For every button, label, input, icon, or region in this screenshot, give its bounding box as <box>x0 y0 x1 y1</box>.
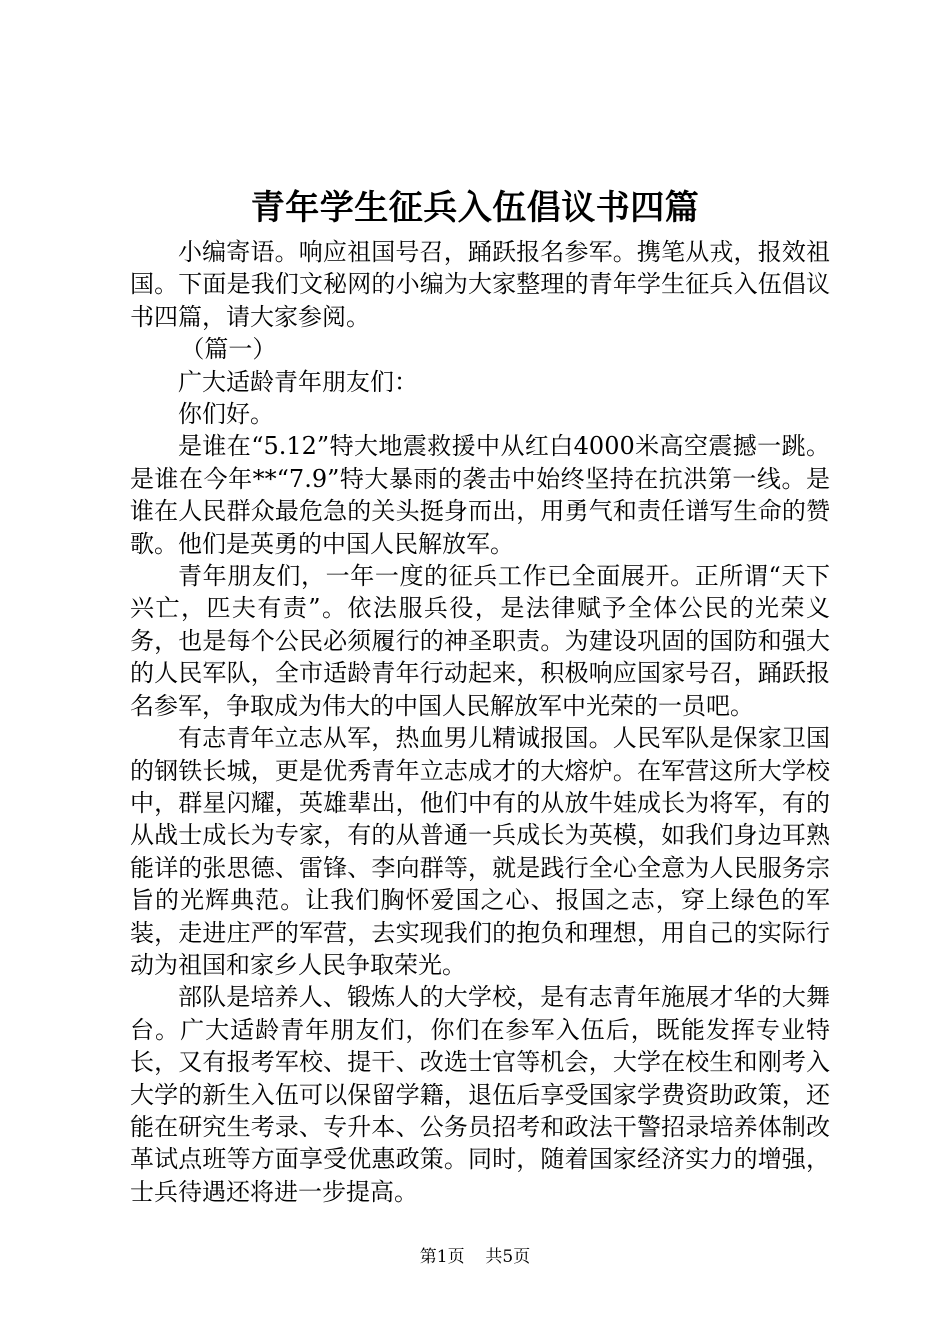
paragraph: 有志青年立志从军，热血男儿精诚报国。人民军队是保家卫国的钢铁长城，更是优秀青年立志成才的大熔炉。在军营这所大学校中，群星闪耀，英雄辈出，他们中有的从放牛娃成长为将军，有的从战士成长为专家，有的从普通一兵成长为英模，如我们身边耳熟能详的张思德、雷锋、李向群等，就是践行全心全意为人民服务宗旨的光辉典范。让我们胸怀爱国之心、报国之志，穿上绿色的军装，走进庄严的军营，去实现我们的抱负和理想，用自己的实际行动为祖国和家乡人民争取荣光。 <box>130 724 830 979</box>
page-number: 第1页 <box>419 1247 465 1267</box>
greeting: 你们好。 <box>178 400 274 429</box>
section-heading: （篇一） <box>180 335 277 364</box>
page-footer <box>0 1245 950 1269</box>
paragraph: 是谁在“5.12”特大地震救援中从红白4000米高空震撼一跳。是谁在今年**“7.9”特大暴雨的袭击中始终坚持在抗洪第一线。是谁在人民群众最危急的关头挺身而出，用勇气和责任谱写生命的赞歌。他们是英勇的中国人民解放军。 <box>130 432 830 558</box>
salutation: 广大适龄青年朋友们： <box>178 367 418 396</box>
page-total: 共5页 <box>485 1247 531 1267</box>
paragraph-intro: 小编寄语。响应祖国号召，踊跃报名参军。携笔从戎，报效祖国。下面是我们文秘网的小编为大家整理的青年学生征兵入伍倡议书四篇，请大家参阅。 <box>130 238 830 331</box>
paragraph: 部队是培养人、锻炼人的大学校，是有志青年施展才华的大舞台。广大适龄青年朋友们，你们在参军入伍后，既能发挥专业特长，又有报考军校、提干、改选士官等机会，大学在校生和刚考入大学的新生入伍可以保留学籍，退伍后享受国家学费资助政策，还能在研究生考录、专升本、公务员招考和政法干警招录培养体制改革试点班等方面享受优惠政策。同时，随着国家经济实力的增强，士兵待遇还将进一步提高。 <box>130 983 830 1206</box>
document-title: 青年学生征兵入伍倡议书四篇 <box>250 188 700 228</box>
paragraph: 青年朋友们，一年一度的征兵工作已全面展开。正所谓“天下兴亡，匹夫有责”。依法服兵役，是法律赋予全体公民的光荣义务，也是每个公民必须履行的神圣职责。为建设巩固的国防和强大的人民军队，全市适龄青年行动起来，积极响应国家号召，踊跃报名参军，争取成为伟大的中国人民解放军中光荣的一员吧。 <box>130 562 830 720</box>
document-body <box>130 236 830 1208</box>
